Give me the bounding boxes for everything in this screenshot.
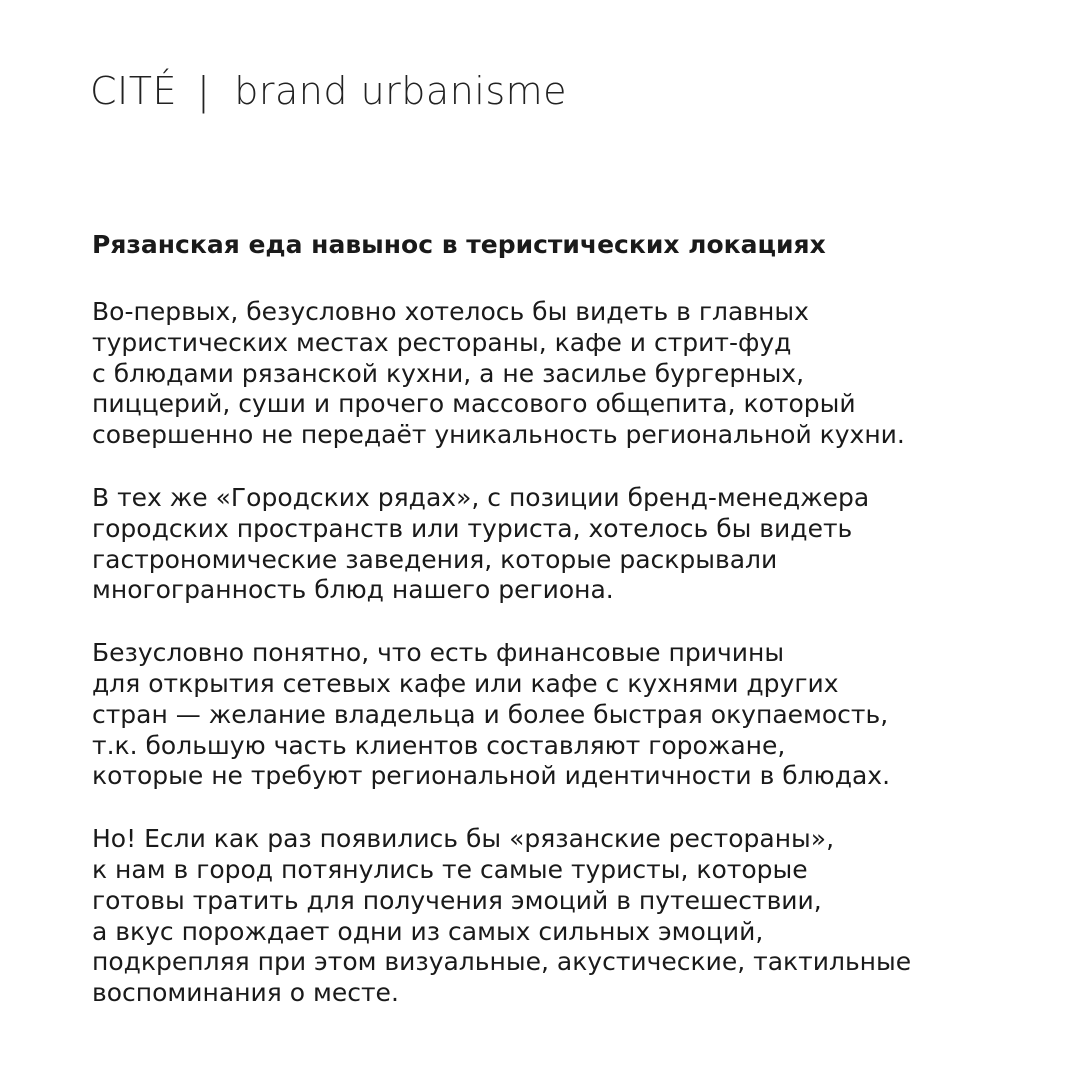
paragraph-line: готовы тратить для получения эмоций в путешествии, bbox=[92, 885, 822, 915]
brand-tagline: brand urbanisme bbox=[234, 69, 568, 113]
brand-name: CITÉ bbox=[90, 69, 177, 113]
paragraph-line: для открытия сетевых кафе или кафе с кухнями других bbox=[92, 668, 839, 698]
paragraph-line: воспоминания о месте. bbox=[92, 978, 399, 1008]
paragraph-line: Но! Если как раз появились бы «рязанские рестораны», bbox=[92, 824, 835, 854]
paragraph-line: В тех же «Городских рядах», с позиции бренд-менеджера bbox=[92, 482, 870, 512]
paragraph-line: с блюдами рязанской кухни, а не засилье бургерных, bbox=[92, 358, 805, 388]
brand-separator: | bbox=[196, 69, 211, 113]
paragraph-line: т.к. большую часть клиентов составляют горожане, bbox=[92, 730, 786, 760]
paragraph-line: Безусловно понятно, что есть финансовые причины bbox=[92, 638, 785, 668]
article-title: Рязанская еда навынос в теристических локациях bbox=[92, 230, 826, 259]
paragraph-line: Во-первых, безусловно хотелось бы видеть в главных bbox=[92, 297, 809, 326]
paragraph-line: городских пространств или туриста, хотелось бы видеть bbox=[92, 513, 853, 543]
paragraph-line: совершенно не передаёт уникальность региональной кухни. bbox=[92, 420, 905, 450]
paragraph-line: пиццерий, суши и прочего массового общепита, который bbox=[92, 389, 856, 419]
paragraph-2 bbox=[92, 483, 1052, 606]
brand-logo bbox=[90, 66, 567, 116]
paragraph-line: туристических местах рестораны, кафе и стрит-фуд bbox=[92, 327, 792, 357]
paragraph-4 bbox=[92, 824, 1052, 1009]
paragraph-line: которые не требуют региональной идентичности в блюдах. bbox=[92, 761, 891, 791]
paragraph-line: стран — желание владельца и более быстрая окупаемость, bbox=[92, 699, 889, 729]
paragraph-1 bbox=[92, 297, 1052, 451]
paragraph-line: а вкус порождает одни из самых сильных эмоций, bbox=[92, 916, 764, 946]
paragraph-line: к нам в город потянулись те самые туристы, которые bbox=[92, 854, 808, 884]
paragraph-line: гастрономические заведения, которые раскрывали bbox=[92, 544, 778, 574]
article bbox=[92, 226, 1052, 1041]
paragraph-line: подкрепляя при этом визуальные, акустические, тактильные bbox=[92, 947, 912, 977]
paragraph-3 bbox=[92, 638, 1052, 792]
paragraph-line: многогранность блюд нашего региона. bbox=[92, 575, 614, 605]
